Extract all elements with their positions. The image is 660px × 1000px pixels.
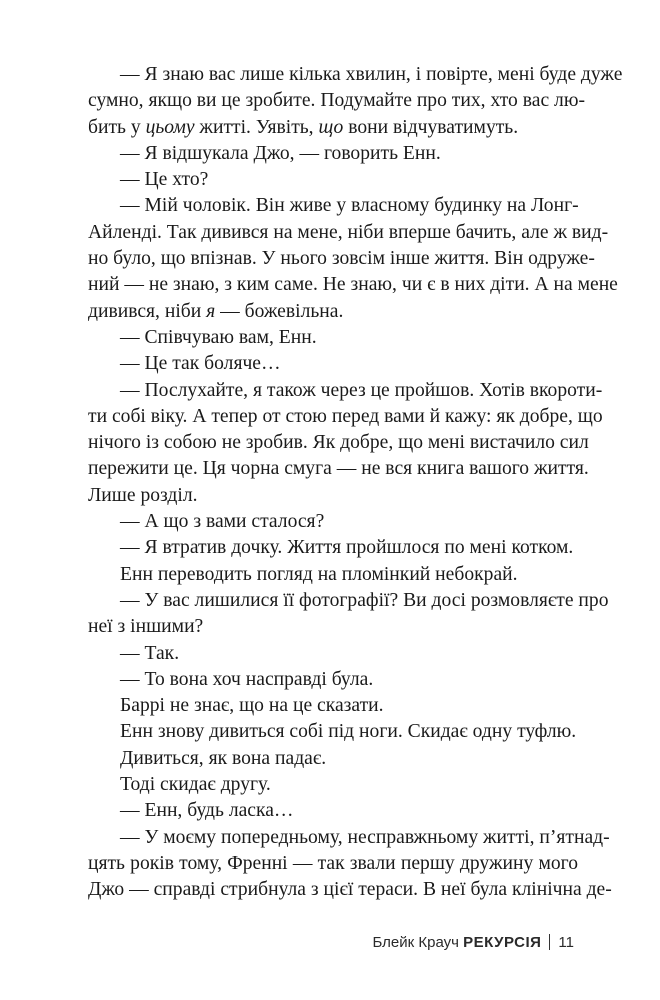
text-line: — Це хто? (120, 169, 209, 191)
text-line: — Так. (120, 642, 180, 664)
text-line: Лише розділ. (88, 484, 198, 506)
text-line: — Послухайте, я також через це пройшов. Хотів вкороти- (120, 379, 603, 401)
text-line: неї з іншими? (88, 616, 204, 638)
footer-divider (549, 934, 550, 950)
text-line: — То вона хоч насправді була. (120, 668, 374, 690)
text-line: ти собі віку. А тепер от стою перед вами й кажу: як добре, що (88, 405, 603, 427)
footer-author: Блейк Крауч (372, 934, 459, 951)
text-line: Енн переводить погляд на пломінкий небокрай. (120, 563, 518, 585)
text-line: — Я втратив дочку. Життя пройшлося по мені котком. (120, 537, 574, 559)
text-line: — Я відшукала Джо, — говорить Енн. (120, 142, 441, 164)
footer-book-title: РЕКУРСІЯ (463, 934, 542, 951)
text-line: бить у цьому житті. Уявіть, що вони відчуватимуть. (88, 116, 519, 138)
text-line: — Співчуваю вам, Енн. (120, 326, 317, 348)
text-line: Айленді. Так дивився на мене, ніби вперше бачить, але ж вид- (88, 221, 609, 243)
text-line: Енн знову дивиться собі під ноги. Скидає одну туфлю. (120, 721, 577, 743)
text-line: Тоді скидає другу. (120, 774, 271, 796)
text-line: — У моєму попередньому, несправжньому житті, п’ятнад- (120, 826, 610, 848)
text-line: пережити це. Ця чорна смуга — не вся книга вашого життя. (88, 458, 589, 480)
text-line: Баррі не знає, що на це сказати. (120, 695, 384, 717)
text-line: — Мій чоловік. Він живе у власному будинку на Лонг- (120, 195, 579, 217)
text-line: Дивиться, як вона падає. (120, 747, 327, 769)
text-line: нічого із собою не зробив. Як добре, що мені вистачило сил (88, 432, 589, 454)
text-line: цять років тому, Френні — так звали першу дружину мого (88, 852, 578, 874)
text-line: сумно, якщо ви це зробите. Подумайте про тих, хто вас лю- (88, 90, 585, 112)
text-line: дивився, ніби я — божевільна. (88, 300, 344, 322)
text-line: — А що з вами сталося? (120, 511, 325, 533)
page-number: 11 (558, 934, 574, 951)
text-line: — Я знаю вас лише кілька хвилин, і повірте, мені буде дуже (120, 64, 623, 85)
running-footer (373, 934, 575, 951)
text-line: — Енн, будь ласка… (120, 800, 294, 822)
text-line: — У вас лишилися її фотографії? Ви досі розмовляєте про (120, 589, 609, 611)
text-line: Джо — справді стрибнула з цієї тераси. В неї була клінічна де- (88, 879, 612, 901)
body-text (88, 62, 623, 904)
text-line: ний — не знаю, з ким саме. Не знаю, чи є в них діти. А на мене (88, 274, 618, 296)
text-line: — Це так боляче… (120, 353, 281, 375)
text-line: но було, що впізнав. У нього зовсім інше життя. Він одруже- (88, 248, 595, 270)
